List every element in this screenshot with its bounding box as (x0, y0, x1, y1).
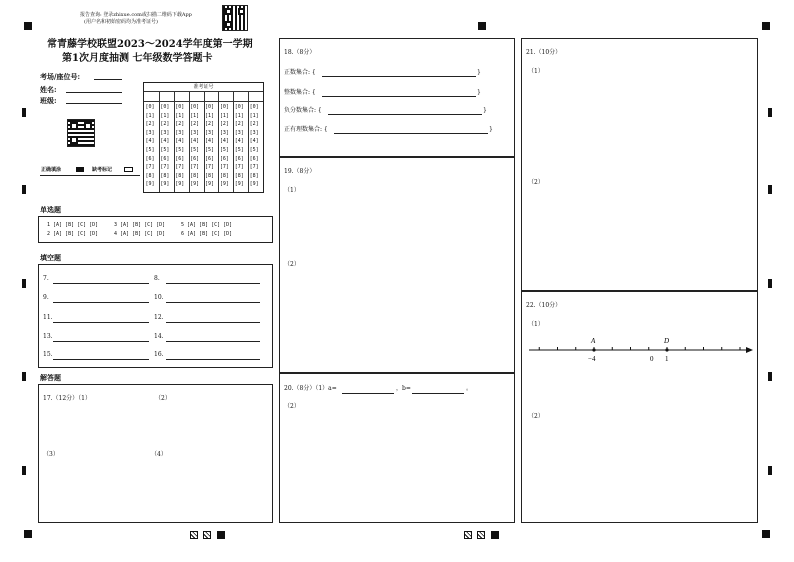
legend-absent-label: 缺考标记 (92, 167, 113, 173)
exam-id-bubble[interactable]: [6] (234, 155, 244, 162)
exam-id-bubble[interactable]: [7] (219, 164, 229, 171)
exam-id-bubble[interactable]: [1] (145, 112, 155, 119)
side-mark (768, 279, 772, 288)
class-field[interactable] (66, 103, 122, 104)
exam-id-bubble[interactable]: [7] (234, 164, 244, 171)
exam-id-bubble[interactable]: [6] (190, 155, 200, 162)
legend-divider (40, 175, 140, 176)
exam-id-title: 准考证号 (193, 84, 214, 90)
corner-mark-bl (24, 530, 32, 538)
choice-item[interactable]: 3 [A] [B] [C] [D] (114, 222, 166, 228)
exam-id-bubble[interactable]: [0] (145, 104, 155, 110)
number-line (522, 332, 759, 368)
q20-b-line[interactable] (412, 393, 464, 394)
point-d-dot (665, 348, 668, 351)
exam-id-bubble[interactable]: [0] (160, 104, 170, 110)
blank-number: 12. (154, 314, 164, 321)
name-label: 姓名: (40, 85, 57, 94)
blank-line[interactable] (166, 302, 260, 303)
q20-part2: （2） (284, 403, 300, 410)
q17-title: 17.（12分）（1） (43, 395, 91, 402)
q17-part3: （3） (43, 451, 59, 458)
exam-id-bubble[interactable]: [3] (160, 129, 170, 136)
blank-line[interactable] (53, 322, 149, 323)
blank-number: 8. (154, 275, 160, 282)
corner-mark-tl (24, 22, 32, 30)
q22-part2: （2） (528, 413, 544, 420)
q17-box[interactable] (38, 384, 273, 523)
set-posrat-line[interactable] (334, 133, 488, 134)
notice-line1: 报告查询: 登录zhixue.com或扫描二维码下载App (80, 12, 192, 18)
exam-id-bubble[interactable]: [6] (219, 155, 229, 162)
tick-label-zero: 0 (650, 355, 654, 363)
exam-id-bubble[interactable]: [7] (175, 164, 185, 171)
exam-id-bubble[interactable]: [6] (160, 155, 170, 162)
side-mark (22, 108, 26, 117)
seat-field[interactable] (94, 79, 122, 80)
answer-title: 解答题 (40, 373, 61, 382)
exam-id-bubble[interactable]: [6] (249, 155, 259, 162)
choice-item[interactable]: 2 [A] [B] [C] [D] (47, 231, 99, 237)
blank-line[interactable] (53, 302, 149, 303)
blank-number: 10. (154, 294, 164, 301)
side-mark (22, 185, 26, 194)
q17-part4: （4） (151, 451, 167, 458)
corner-mark-tr (762, 22, 770, 30)
choice-item[interactable]: 5 [A] [B] [C] [D] (181, 222, 233, 228)
exam-id-bubble[interactable]: [3] (145, 129, 155, 136)
exam-id-bubble[interactable]: [6] (145, 155, 155, 162)
student-qr-icon (67, 119, 95, 147)
q19-part1: （1） (284, 187, 300, 194)
exam-id-bubble[interactable]: [9] (249, 181, 259, 188)
exam-id-bubble[interactable]: [9] (234, 181, 244, 188)
q21-title: 21.（10分） (526, 49, 562, 56)
exam-id-bubble[interactable]: [8] (234, 172, 244, 179)
fill-blank-title: 填空题 (40, 253, 61, 262)
q19-box[interactable] (279, 157, 515, 373)
exam-id-bubble[interactable]: [0] (249, 104, 259, 110)
exam-id-bubble[interactable]: [8] (160, 172, 170, 179)
exam-id-bubble[interactable]: [2] (249, 121, 259, 128)
exam-id-bubble[interactable]: [4] (160, 138, 170, 145)
exam-id-bubble[interactable]: [5] (219, 147, 229, 153)
exam-id-bubble[interactable]: [0] (175, 104, 185, 110)
exam-id-bubble[interactable]: [0] (205, 104, 215, 110)
exam-id-bubble[interactable]: [3] (234, 129, 244, 136)
correct-fill-sample (76, 167, 84, 172)
fill-blank-box (38, 264, 273, 368)
page-mark (203, 531, 211, 539)
exam-id-bubble[interactable]: [3] (205, 129, 215, 136)
number-line-arrow (746, 347, 753, 353)
set-close: } (483, 107, 487, 114)
name-field[interactable] (66, 92, 122, 93)
q18-title: 18.（8分） (284, 49, 316, 56)
corner-mark-tm (478, 22, 486, 30)
blank-number: 14. (154, 333, 164, 340)
point-a-dot (592, 348, 595, 351)
q19-title: 19.（8分） (284, 168, 316, 175)
page-subtitle: 第1次月度抽测 七年级数学答题卡 (62, 53, 213, 64)
set-positive-line[interactable] (322, 76, 476, 77)
exam-id-bubble[interactable]: [7] (160, 164, 170, 171)
corner-mark-br (762, 530, 770, 538)
exam-id-bubble[interactable]: [4] (190, 138, 200, 145)
single-choice-box (38, 216, 273, 243)
exam-id-bubble[interactable]: [8] (219, 172, 229, 179)
set-posrat-label: 正有理数集合: { (284, 126, 328, 133)
q20-b-label: ，b= (396, 385, 411, 392)
exam-id-bubble[interactable]: [5] (175, 147, 185, 153)
exam-id-bubble[interactable]: [4] (219, 138, 229, 145)
exam-id-bubble[interactable]: [9] (205, 181, 215, 188)
side-mark (768, 466, 772, 475)
exam-id-bubble[interactable]: [8] (249, 172, 259, 179)
exam-id-bubble[interactable]: [2] (205, 121, 215, 128)
exam-id-bubble[interactable]: [9] (160, 181, 170, 188)
exam-id-bubble[interactable]: [4] (175, 138, 185, 145)
blank-number: 16. (154, 351, 164, 358)
exam-id-bubble[interactable]: [1] (160, 112, 170, 119)
exam-id-bubble[interactable]: [0] (190, 104, 200, 110)
blank-line[interactable] (53, 359, 149, 360)
page-mark (217, 531, 225, 539)
blank-number: 11. (43, 314, 53, 321)
tick-label-minus4: −4 (588, 355, 596, 363)
exam-id-bubble[interactable]: [1] (205, 112, 215, 119)
side-mark (768, 185, 772, 194)
q20-end: 。 (466, 385, 473, 392)
blank-line[interactable] (166, 359, 260, 360)
blank-line[interactable] (53, 341, 149, 342)
exam-id-bubble[interactable]: [1] (219, 112, 229, 119)
exam-id-bubble[interactable]: [2] (175, 121, 185, 128)
exam-id-bubble[interactable]: [2] (190, 121, 200, 128)
point-d-label: D (664, 337, 670, 345)
blank-number: 13. (43, 333, 53, 340)
exam-id-bubble[interactable]: [9] (219, 181, 229, 188)
blank-number: 7. (43, 275, 49, 282)
exam-id-bubble[interactable]: [5] (160, 147, 170, 153)
absent-box[interactable] (124, 167, 133, 172)
exam-id-bubble[interactable]: [3] (190, 129, 200, 136)
blank-number: 9. (43, 294, 49, 301)
page-mark (491, 531, 499, 539)
q20-box[interactable] (279, 373, 515, 523)
exam-id-bubble[interactable]: [2] (219, 121, 229, 128)
exam-id-bubble[interactable]: [3] (249, 129, 259, 136)
exam-id-bubble[interactable]: [1] (175, 112, 185, 119)
point-a-label: A (591, 337, 596, 345)
choice-item[interactable]: 4 [A] [B] [C] [D] (114, 231, 166, 237)
side-mark (22, 372, 26, 381)
exam-id-bubble[interactable]: [6] (175, 155, 185, 162)
set-close: } (477, 89, 481, 96)
notice-line2: (用户名和初始密码均为准考证号) (84, 19, 158, 25)
exam-id-grid[interactable] (143, 82, 264, 193)
single-choice-title: 单选题 (40, 205, 61, 214)
q17-part2: （2） (155, 395, 171, 402)
q21-part1: （1） (528, 68, 544, 75)
side-mark (768, 108, 772, 117)
set-integer-line[interactable] (322, 96, 476, 97)
set-positive-label: 正数集合: { (284, 69, 316, 76)
exam-id-bubble[interactable]: [4] (249, 138, 259, 145)
seat-label: 考场/座位号: (40, 72, 81, 81)
q21-part2: （2） (528, 179, 544, 186)
set-close: } (489, 126, 493, 133)
exam-id-bubble[interactable]: [5] (249, 147, 259, 153)
exam-id-bubble[interactable]: [2] (145, 121, 155, 128)
exam-id-bubble[interactable]: [3] (219, 129, 229, 136)
set-negfrac-label: 负分数集合: { (284, 107, 322, 114)
exam-id-bubble[interactable]: [4] (145, 138, 155, 145)
exam-id-bubble[interactable]: [8] (175, 172, 185, 179)
q20-title: 20.（8分）（1）a= (284, 385, 337, 392)
q22-title: 22.（10分） (526, 302, 562, 309)
blank-line[interactable] (166, 322, 260, 323)
class-label: 班级: (40, 96, 57, 105)
exam-id-bubble[interactable]: [6] (205, 155, 215, 162)
q19-part2: （2） (284, 261, 300, 268)
exam-id-bubble[interactable]: [8] (205, 172, 215, 179)
legend-correct-label: 正确填涂 (41, 167, 62, 173)
blank-line[interactable] (166, 341, 260, 342)
page-mark (477, 531, 485, 539)
exam-id-bubble[interactable]: [9] (175, 181, 185, 188)
exam-id-bubble[interactable]: [7] (249, 164, 259, 171)
exam-id-bubble[interactable]: [1] (249, 112, 259, 119)
q18-box[interactable] (279, 38, 515, 157)
exam-id-bubble[interactable]: [5] (190, 147, 200, 153)
set-negfrac-line[interactable] (328, 114, 482, 115)
page-title: 常青藤学校联盟2023～2024学年度第一学期 (47, 39, 253, 50)
exam-id-bubble[interactable]: [8] (190, 172, 200, 179)
exam-id-bubble[interactable]: [4] (234, 138, 244, 145)
exam-id-bubble[interactable]: [2] (160, 121, 170, 128)
side-mark (22, 279, 26, 288)
exam-id-bubble[interactable]: [7] (190, 164, 200, 171)
exam-id-bubble[interactable]: [7] (145, 164, 155, 171)
choice-item[interactable]: 6 [A] [B] [C] [D] (181, 231, 233, 237)
exam-id-bubble[interactable]: [3] (175, 129, 185, 136)
blank-number: 15. (43, 351, 53, 358)
side-mark (768, 372, 772, 381)
exam-id-bubble[interactable]: [7] (205, 164, 215, 171)
exam-id-bubble[interactable]: [5] (234, 147, 244, 153)
choice-item[interactable]: 1 [A] [B] [C] [D] (47, 222, 99, 228)
exam-id-bubble[interactable]: [2] (234, 121, 244, 128)
tick-label-one: 1 (665, 355, 669, 363)
exam-id-bubble[interactable]: [9] (190, 181, 200, 188)
exam-id-bubble[interactable]: [1] (234, 112, 244, 119)
blank-line[interactable] (166, 283, 260, 284)
side-mark (22, 466, 26, 475)
page-mark (464, 531, 472, 539)
qr-code-icon (222, 5, 248, 31)
q22-part1: （1） (528, 321, 544, 328)
exam-id-bubble[interactable]: [0] (219, 104, 229, 110)
q22-box[interactable] (521, 291, 758, 523)
set-integer-label: 整数集合: { (284, 89, 316, 96)
blank-line[interactable] (53, 283, 149, 284)
q21-box[interactable] (521, 38, 758, 291)
exam-id-bubble[interactable]: [5] (205, 147, 215, 153)
page-mark (190, 531, 198, 539)
set-close: } (477, 69, 481, 76)
exam-id-bubble[interactable]: [4] (205, 138, 215, 145)
exam-id-bubble[interactable]: [8] (145, 172, 155, 179)
exam-id-bubble[interactable]: [0] (234, 104, 244, 110)
q20-a-line[interactable] (342, 393, 394, 394)
exam-id-bubble[interactable]: [1] (190, 112, 200, 119)
exam-id-bubble[interactable]: [5] (145, 147, 155, 153)
exam-id-bubble[interactable]: [9] (145, 181, 155, 188)
